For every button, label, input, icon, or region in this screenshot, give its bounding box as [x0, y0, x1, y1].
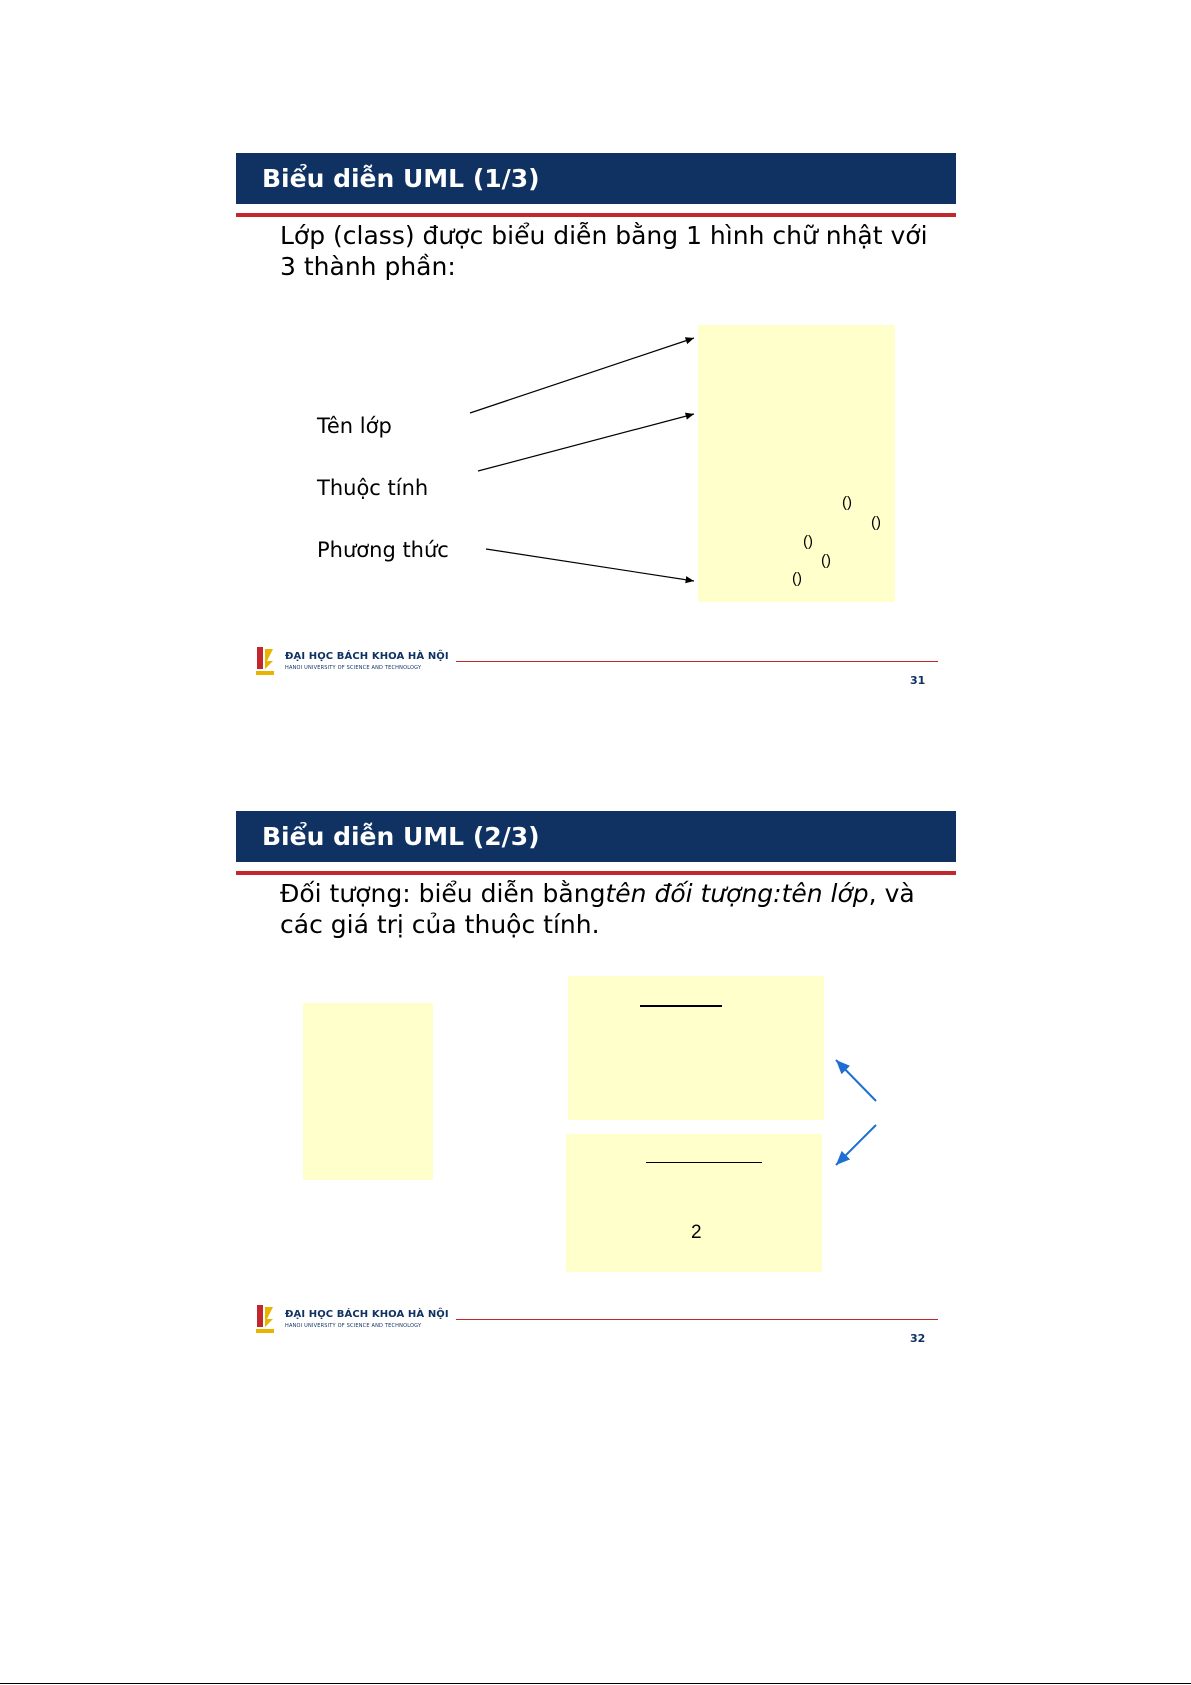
arrow-attributes	[478, 414, 694, 471]
footer-divider	[456, 661, 938, 662]
label-attributes: Thuộc tính	[317, 476, 429, 500]
university-name: ĐẠI HỌC BÁCH KHOA HÀ NỘI	[285, 1309, 449, 1320]
attribute-value: 2	[691, 1222, 702, 1243]
hust-logo-icon	[254, 1303, 276, 1335]
page-bottom-rule	[0, 1683, 1191, 1684]
pointer-arrows	[0, 0, 1191, 740]
slide-title: Biểu diễn UML (2/3)	[236, 811, 956, 862]
method-parens: ()	[803, 533, 813, 550]
method-parens: ()	[842, 494, 852, 511]
university-subtitle: HANOI UNIVERSITY OF SCIENCE AND TECHNOLOGY	[285, 665, 422, 671]
footer-divider	[456, 1319, 938, 1320]
university-name: ĐẠI HỌC BÁCH KHOA HÀ NỘI	[285, 651, 449, 662]
slide-title: Biểu diễn UML (1/3)	[236, 153, 956, 204]
arrow-to-object-2	[836, 1125, 876, 1165]
hust-logo-icon	[254, 645, 276, 677]
label-class-name: Tên lớp	[317, 414, 392, 438]
arrow-methods	[486, 549, 694, 581]
lead-suffix: , và các giá trị của thuộc tính.	[280, 879, 915, 939]
arrow-to-object-1	[836, 1060, 876, 1101]
page-number: 31	[910, 674, 926, 687]
lead-italic: tên đối tượng:tên lớp	[605, 879, 869, 908]
method-parens: ()	[871, 514, 881, 531]
page-number: 32	[910, 1332, 926, 1345]
method-parens: ()	[821, 552, 831, 569]
slide-32	[0, 740, 1191, 1400]
arrow-class-name	[470, 338, 694, 413]
slide-lead-text: Lớp (class) được biểu diễn bằng 1 hình chữ nhật với 3 thành phần:	[280, 221, 928, 281]
lead-prefix: Đối tượng: biểu diễn bằng	[280, 879, 606, 908]
university-subtitle: HANOI UNIVERSITY OF SCIENCE AND TECHNOLOGY	[285, 1323, 422, 1329]
label-methods: Phương thức	[317, 538, 449, 562]
method-parens: ()	[792, 570, 802, 587]
instance-arrows	[0, 740, 1191, 1400]
slide-31	[0, 0, 1191, 740]
